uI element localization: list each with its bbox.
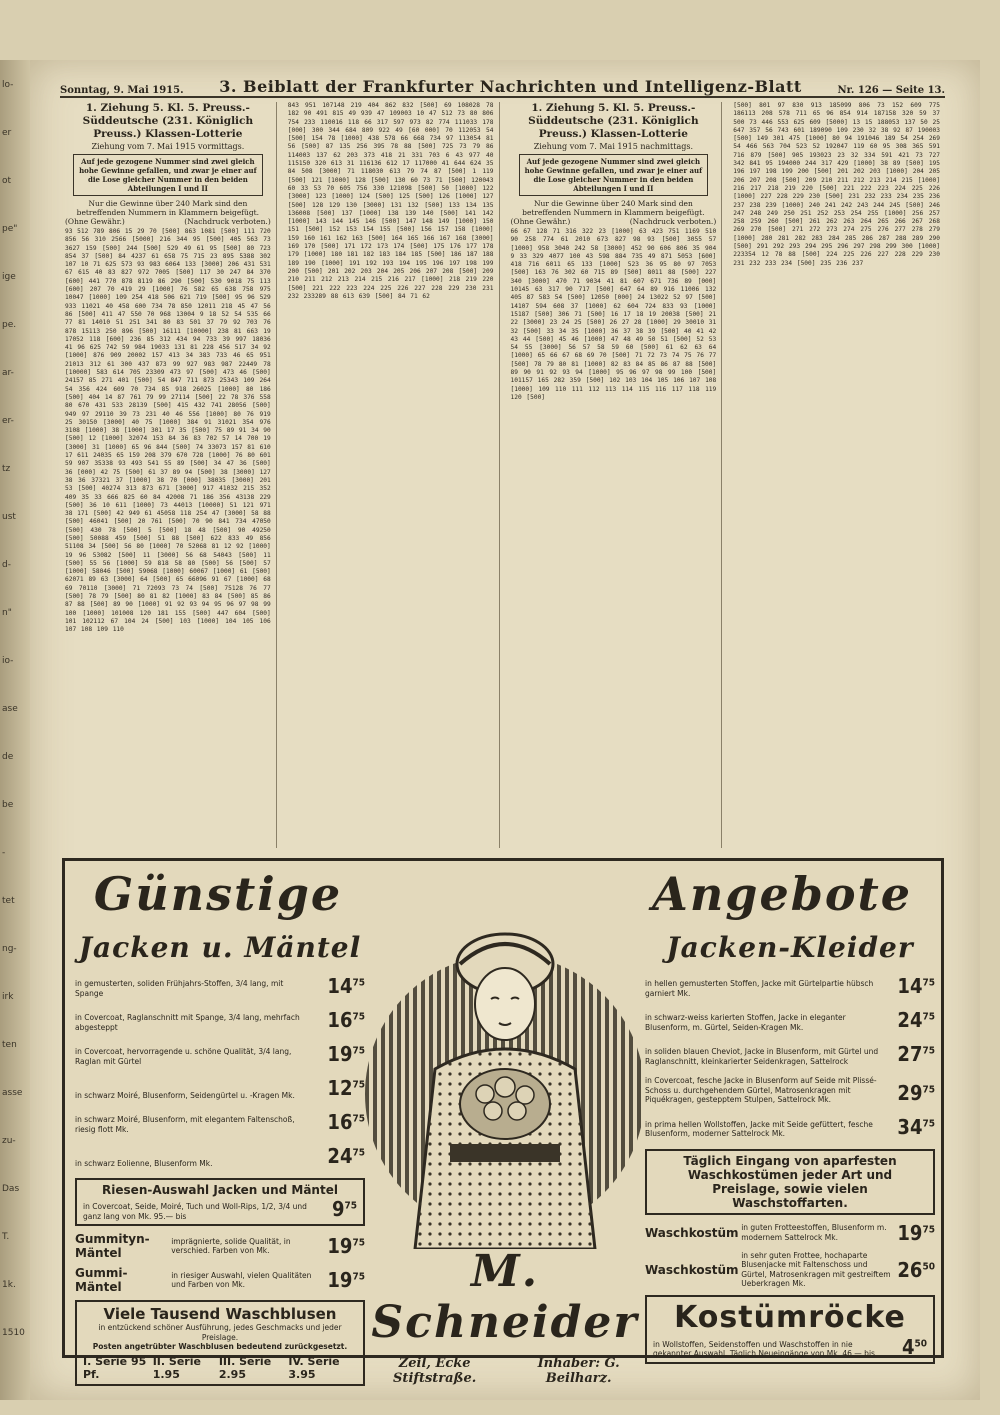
offer-price: $14^{75}$ [327, 974, 365, 998]
offer-text: in prima hellen Wollstoffen, Jacke mit Seide gefüttert, fesche Blusenform, moderner Sattelrock Mk. [645, 1119, 873, 1138]
offer-price: $19^{75}$ [327, 1042, 365, 1066]
waschkostuem-2-text: in sehr guten Frottee, hochaparte Blusenjacke mit Faltenschoss und Gürtel, Matrosenkragen mit gestreiftem Ueberkragen Mk. [741, 1250, 891, 1288]
offer-row [645, 1115, 935, 1139]
waschkostuem-box [645, 1149, 935, 1215]
margin-fragment: ase [2, 704, 18, 714]
margin-fragment: d- [2, 560, 11, 570]
waschblusen-series [83, 1355, 357, 1381]
lottery-meta-right: (Nachdruck verboten.) [629, 217, 717, 226]
offer-price: $24^{75}$ [327, 1144, 365, 1168]
kostuemroecke-heading: Kostümröcke [674, 1299, 906, 1335]
kostuemroecke-text: in Wollstoffen, Seidenstoffen und Waschstoffen in nie gekannter Auswahl. Täglich Neueingänge von Mk. 46.— bis [653, 1339, 875, 1358]
lottery-columns [60, 102, 945, 848]
lottery-column-2 [283, 102, 500, 848]
lottery-heading: 1. Ziehung 5. Kl. 5. Preuss.-Süddeutsche (231. Königlich Preuss.) Klassen-Lotterie [82, 102, 254, 140]
brand-footer [355, 1356, 655, 1386]
offer-text: in Covercoat, hervorragende u. schöne Qualität, 3/4 lang, Raglan mit Gürtel [75, 1047, 292, 1066]
waschkostuem-offer-1 [645, 1221, 935, 1245]
serie-2: II. Serie 1.95 [152, 1354, 201, 1381]
lottery-numbers: [500] 801 97 830 913 185099 806 73 152 609 775 186113 208 578 711 65 96 854 914 187158 320 59 37 500 73 446 553 625 609 [5000] 13 15 188053 137 50 25 647 357 56 743 601 189090 109 230 32 38 92 87 190003 [500] 149 301 475 [1000] 80 94 191046 189 54 254 269 54 466 563 704 523 52 192047 119 60 95 308 365 591 716 879 [500] 905 193023 23 32 334 591 421 73 727 342 841 95 194000 244 317 429 [1000] 38 89 [500] 195 196 197 198 199 200 [500] 201 202 203 [1000] 204 205 206 207 208 [500] 209 210 211 212 213 214 215 [1000] 216 217 218 219 220 [500] 221 222 223 224 225 226 [1000] 227 228 229 230 [500] 231 232 233 234 235 236 237 238 239 [1000] 240 241 242 243 244 245 [500] 246 247 248 249 250 251 252 253 254 255 [1000] 256 257 258 259 260 [500] 261 262 263 264 265 266 267 268 269 270 [500] 271 272 273 274 275 276 277 278 279 [1000] 280 281 282 283 284 285 286 287 288 289 290 [500] 291 292 293 294 295 296 297 298 299 300 [1000] 223354 12 78 88 [500] 224 225 226 227 228 229 230 231 232 233 234 [500] 235 236 237 [733, 102, 940, 267]
margin-fragment: ige [2, 272, 16, 282]
lottery-column-4 [728, 102, 945, 848]
header-page-number: Nr. 126 — Seite 13. [837, 85, 945, 96]
ad-title [65, 867, 941, 921]
lottery-meta [511, 217, 717, 226]
riesen-price: $9^{75}$ [331, 1197, 357, 1221]
offer-text: in hellen gemusterten Stoffen, Jacke mit Gürtelpartie hübsch garniert Mk. [645, 979, 874, 998]
kostuemroecke-box [645, 1295, 935, 1364]
offer-price: $34^{75}$ [897, 1114, 935, 1139]
margin-fragment: irk [2, 992, 14, 1002]
lottery-meta-right: (Nachdruck verboten.) [184, 217, 271, 226]
margin-fragment: ten [2, 1040, 17, 1050]
woman-illustration [365, 919, 645, 1249]
ad-title-right: Angebote [652, 867, 913, 921]
gummi-price: $19^{75}$ [327, 1268, 365, 1292]
lottery-heading: 1. Ziehung 5. Kl. 5. Preuss.-Süddeutsche (231. Königlich Preuss.) Klassen-Lotterie [528, 102, 699, 140]
lottery-meta [65, 217, 271, 226]
waschblusen-box [75, 1300, 365, 1386]
lottery-notice: Auf jede gezogene Nummer sind zwei gleich hohe Gewinne gefallen, und zwar je einer auf die Lose gleicher Nummer in den beiden Abteilungen I und II [73, 154, 263, 196]
margin-fragment: asse [2, 1088, 23, 1098]
offer-price: $29^{75}$ [897, 1080, 935, 1105]
serie-3: III. Serie 2.95 [218, 1354, 272, 1381]
lottery-note: Nur die Gewinne über 240 Mark sind den betreffenden Nummern in Klammern beigefügt. [522, 199, 705, 217]
jacken-maentel-heading: Jacken u. Mäntel [78, 931, 362, 964]
ad-left-column [75, 931, 365, 1392]
offer-price: $14^{75}$ [897, 974, 935, 998]
offer-row [75, 974, 365, 998]
right-offers-list [645, 974, 935, 1139]
offer-row [75, 1008, 365, 1032]
lottery-note: Nur die Gewinne über 240 Mark sind den betreffenden Nummern in Klammern beigefügt. [76, 199, 260, 217]
kostuemroecke-offer [653, 1335, 927, 1359]
offer-price: $24^{75}$ [897, 1008, 935, 1032]
kostuemroecke-price: $4^{50}$ [901, 1334, 927, 1359]
margin-fragment: ng- [2, 944, 17, 954]
offer-text: in schwarz Moiré, Blusenform, mit elegantem Faltenschoß, riesig flott Mk. [75, 1115, 295, 1134]
gummi-heading: Gummi-Mäntel [75, 1266, 128, 1294]
left-offers-list [75, 974, 365, 1168]
brand-name: M. Schneider [371, 1246, 639, 1348]
offer-row [75, 1144, 365, 1168]
margin-fragment: zu- [2, 1136, 16, 1146]
margin-fragment: 1k. [2, 1280, 16, 1290]
margin-fragment: lo- [2, 80, 14, 90]
margin-fragment: T. [2, 1232, 10, 1242]
margin-fragment: pe. [2, 320, 17, 330]
gummi-text: in riesiger Auswahl, vielen Qualitäten und Farben von Mk. [171, 1270, 312, 1289]
waschblusen-text: in entzückend schöner Ausführung, jedes Geschmacks und jeder Preislage. [98, 1323, 342, 1342]
margin-fragment: ust [2, 512, 16, 522]
brand-block [355, 1246, 655, 1386]
ad-title-left: Günstige [93, 867, 343, 921]
offer-text: in schwarz Moiré, Blusenform, Seidengürtel u. -Kragen Mk. [75, 1090, 295, 1100]
riesen-offer [83, 1197, 357, 1221]
header-title: 3. Beiblatt der Frankfurter Nachrichten und Intelligenz-Blatt [219, 77, 802, 96]
offer-price: $16^{75}$ [327, 1008, 365, 1032]
header-date: Sonntag, 9. Mai 1915. [60, 85, 184, 96]
lottery-meta-left: (Ohne Gewähr.) [510, 217, 571, 226]
waschkostuem-1-text: in guten Frotteestoffen, Blusenform m. modernem Sattelrock Mk. [741, 1223, 887, 1242]
lottery-date: Ziehung vom 7. Mai 1915 nachmittags. [533, 142, 693, 151]
margin-fragment: tz [2, 464, 11, 474]
waschblusen-heading: Viele Tausend Waschblusen [103, 1305, 337, 1323]
margin-fragment: 1510 [2, 1328, 25, 1338]
offer-text: in Covercoat, fesche Jacke in Blusenform auf Seide mit Plissé-Schoss u. durchgehendem Gürtel, Matrosenkragen mit Piquékragen, gestepptem Stulpen, Sattelrock Mk. [645, 1076, 877, 1104]
offer-text: in Covercoat, Raglanschnitt mit Spange, 3/4 lang, mehrfach abgesteppt [75, 1013, 300, 1032]
margin-fragment: er [2, 128, 12, 138]
offer-price: $27^{75}$ [897, 1042, 935, 1066]
margin-fragment: ot [2, 176, 12, 186]
brand-owner: Inhaber: G. Beilharz. [537, 1356, 620, 1386]
margin-fragment: - [2, 848, 6, 858]
waschkostuem-2-price: $26^{50}$ [897, 1257, 935, 1282]
waschkostuem-1-price: $19^{75}$ [897, 1220, 935, 1245]
waschkostuem-notice: Täglich Eingang von aparfesten Waschkostümen jeder Art und Preislage, sowie vielen Waschstoffarten. [683, 1153, 897, 1210]
brand-address: Zeil, Ecke Stiftstraße. [393, 1356, 477, 1386]
margin-fragment: ar- [2, 368, 14, 378]
margin-fragment: pe" [2, 224, 18, 234]
gummityn-heading: Gummityn-Mäntel [75, 1232, 150, 1260]
offer-row [645, 1008, 935, 1032]
offer-row [645, 1042, 935, 1066]
lottery-date: Ziehung vom 7. Mai 1915 vormittags. [91, 142, 245, 151]
riesen-heading: Riesen-Auswahl Jacken und Mäntel [102, 1183, 338, 1197]
ad-right-column [645, 931, 935, 1370]
offer-row [75, 1076, 365, 1100]
page-header [60, 78, 945, 98]
offer-price: $16^{75}$ [327, 1110, 365, 1134]
lottery-numbers: 843 951 107148 219 404 862 832 [500] 69 108028 78 182 90 491 815 49 939 47 109003 10 47 512 73 80 806 754 233 110016 118 66 317 597 973 82 774 111033 178 [000] 300 344 684 809 922 49 [60 000] 70 112053 54 [500] 154 78 [1000] 438 578 66 668 734 97 113054 81 56 [500] 87 135 256 395 78 88 [500] 725 73 79 86 114003 137 62 203 373 418 21 331 703 6 43 977 40 115150 320 613 31 116136 612 17 117000 41 644 624 35 84 508 [3000] 71 118030 613 79 74 87 [500] 1 119 [500] 121 [1000] 128 [500] 130 60 73 71 [500] 120043 60 33 53 70 605 756 330 121098 [500] 50 [1000] 122 [3000] 123 [1000] 124 [500] 125 [500] 126 [1000] 127 [500] 128 129 130 [3000] 131 132 [500] 133 134 135 136008 [500] 137 [1000] 138 139 140 [500] 141 142 [1000] 143 144 145 146 [500] 147 148 149 [1000] 150 151 [500] 152 153 154 155 [500] 156 157 158 [1000] 159 160 161 162 163 [500] 164 165 166 167 168 [3000] 169 170 [500] 171 172 173 174 [500] 175 176 177 178 179 [1000] 180 181 182 183 184 185 [500] 186 187 188 189 190 [1000] 191 192 193 194 195 196 197 198 199 200 [500] 201 202 203 204 205 206 207 208 [500] 209 210 211 212 213 214 215 216 217 [1000] 218 219 220 [500] 221 222 223 224 225 226 227 228 229 230 231 232 233289 88 613 639 [500] 84 71 62 [287, 102, 494, 300]
gummi-offer [75, 1266, 365, 1294]
waschkostuem-2-heading: Waschkostüm [645, 1262, 739, 1277]
offer-text: in schwarz Eolienne, Blusenform Mk. [75, 1158, 213, 1168]
lottery-meta-left: (Ohne Gewähr.) [65, 217, 125, 226]
waschkostuem-1-heading: Waschkostüm [645, 1225, 739, 1240]
offer-row [645, 1076, 935, 1105]
schneider-advertisement [62, 858, 944, 1386]
offer-row [75, 1110, 365, 1134]
offer-text: in gemusterten, soliden Frühjahrs-Stoffen, 3/4 lang, mit Spange [75, 979, 284, 998]
riesen-text: in Covercoat, Seide, Moiré, Tuch und Woll-Rips, 1/2, 3/4 und ganz lang von Mk. 95.— bis [83, 1202, 307, 1221]
lottery-numbers: 93 512 789 806 15 29 70 [500] 863 1081 [500] 111 720 856 56 310 2566 [5000] 216 344 95 [500] 405 563 73 3627 159 [500] 244 [500] 529 49 61 95 [500] 80 723 854 37 [500] 84 4237 61 658 75 715 23 895 5388 302 107 10 71 625 573 93 983 6064 133 [3000] 206 431 531 67 615 40 83 827 972 7005 [500] 117 30 247 84 370 [600] 441 770 878 8119 86 290 [500] 530 9018 75 113 [600] 207 70 419 29 [1000] 76 582 65 638 758 975 10047 [1000] 109 254 418 506 621 719 [500] 95 96 529 933 11021 40 458 600 734 78 850 12011 218 45 47 56 86 [500] 411 47 550 70 968 13004 9 18 52 54 535 66 77 81 14010 51 251 341 80 83 501 37 79 92 703 76 878 15113 250 896 [500] 16111 [10000] 238 81 663 19 17052 118 [600] 236 85 312 434 94 733 39 997 18036 41 96 625 742 59 984 19033 131 81 228 456 517 34 92 [1000] 876 909 20002 157 413 34 383 733 46 65 951 21013 312 61 300 437 873 99 927 983 987 22449 78 [10000] 583 614 705 23309 473 97 [500] 473 46 [500] 24157 85 271 401 [500] 54 847 711 873 25343 109 264 54 356 424 609 70 734 85 918 26025 [1000] 80 186 [500] 404 14 87 761 79 99 27114 [500] 22 78 376 558 80 670 431 533 28139 [500] 415 432 741 28056 [500] 949 97 29110 39 73 231 40 46 556 [1000] 80 76 919 25 30150 [3000] 40 75 [1000] 384 91 31021 354 976 3108 [1000] 38 [1000] 301 17 35 [500] 75 89 91 34 90 [500] 12 [1000] 32074 153 84 36 83 702 57 14 700 19 [3000] 31 [1000] 65 96 844 [500] 74 33073 157 81 610 17 611 24035 65 159 208 379 670 728 [1000] 76 80 601 59 907 35338 93 493 541 55 89 [500] 34 47 36 [500] 36 [000] 42 75 [500] 61 37 89 94 [500] 38 [3000] 127 38 36 37321 37 [1000] 38 70 [000] 38035 [3000] 201 53 [500] 40274 313 873 671 [3000] 917 41032 215 352 409 35 33 666 825 60 84 42008 71 186 356 43138 229 [500] 36 10 611 [1000] 73 44013 [10000] 51 121 971 38 171 [500] 42 949 61 45058 118 254 47 [3000] 58 88 [500] 46041 [500] 20 761 [500] 70 90 841 734 47050 [500] 430 78 [500] 5 [500] 18 48 [500] 90 49250 [500] 50088 459 [500] 51 88 [500] 622 833 49 856 51108 34 [500] 56 80 [1000] 70 52068 81 12 92 [1000] 19 96 53082 [500] 11 [3000] 56 68 54043 [500] 11 [500] 55 56 [1000] 59 818 58 80 [500] 56 [500] 57 [1000] 58046 [500] 59068 [1000] 60067 [1000] 61 [500] 62071 89 63 [3000] 64 [500] 65 66096 91 67 [1000] 68 69 70110 [3000] 71 72093 73 74 [500] 75128 76 77 [500] 78 79 [500] 80 81 82 [1000] 83 84 [500] 85 86 87 88 [500] 89 90 [1000] 91 92 93 94 95 96 97 98 99 100 [1000] 101008 120 181 155 [500] 447 604 [500] 101 102112 67 104 24 [500] 103 [1000] 104 105 106 107 108 109 110 [65, 228, 271, 634]
lottery-column-3 [506, 102, 723, 848]
margin-fragment: er- [2, 416, 14, 426]
jacken-kleider-heading: Jacken-Kleider [666, 931, 914, 964]
gummityn-price: $19^{75}$ [327, 1234, 365, 1258]
serie-4: IV. Serie 3.95 [288, 1354, 340, 1381]
gummityn-offer [75, 1232, 365, 1260]
gummityn-text: imprägnierte, solide Qualität, in verschied. Farben von Mk. [171, 1236, 291, 1255]
margin-fragment: io- [2, 656, 14, 666]
offer-row [645, 974, 935, 998]
waschkostuem-offer-2 [645, 1251, 935, 1289]
lottery-notice: Auf jede gezogene Nummer sind zwei gleich hohe Gewinne gefallen, und zwar je einer auf die Lose gleicher Nummer in den beiden Abteilungen I und II [519, 154, 709, 196]
serie-1: I. Serie 95 Pf. [83, 1354, 147, 1381]
offer-text: in soliden blauen Cheviot, Jacke in Blusenform, mit Gürtel und Raglanschnitt, kleinkarierter Seidenkragen, Sattelrock [645, 1047, 879, 1066]
offer-price: $12^{75}$ [327, 1076, 365, 1100]
margin-fragment: be [2, 800, 14, 810]
margin-fragment: n" [2, 608, 12, 618]
lottery-numbers: 66 67 128 71 316 322 23 [1000] 63 423 751 1169 510 90 258 774 61 2010 673 827 98 93 [500] 3055 57 [1000] 958 3040 242 58 [3000] 452 90 606 806 35 904 9 33 329 4077 100 43 598 884 735 49 871 5053 [600] 418 716 6011 65 133 [1000] 523 36 95 80 97 7053 [500] 163 76 302 60 715 89 [500] 8011 88 [500] 227 340 [3000] 470 71 9034 41 81 607 671 736 89 [000] 10145 63 317 90 717 [500] 647 64 89 916 11006 132 405 87 583 54 [500] 12050 [000] 24 13022 52 97 [500] 14107 594 608 37 [1000] 62 604 724 833 93 [1000] 15187 [500] 306 71 [500] 16 17 18 19 20038 [500] 21 22 [3000] 23 24 25 [500] 26 27 28 [1000] 29 30010 31 32 [500] 33 34 35 [1000] 36 37 38 39 [500] 40 41 42 43 44 [500] 45 46 [1000] 47 48 49 50 51 [500] 52 53 54 55 [3000] 56 57 58 59 60 [500] 61 62 63 64 [1000] 65 66 67 68 69 70 [500] 71 72 73 74 75 76 77 [500] 78 79 80 81 [1000] 82 83 84 85 86 87 88 [500] 89 90 91 92 93 94 [1000] 95 96 97 98 99 100 [500] 101157 165 282 359 [500] 102 103 104 105 106 107 108 [1000] 109 110 111 112 113 114 115 116 117 118 119 120 [500] [510, 228, 717, 401]
lottery-column-1 [60, 102, 277, 848]
offer-text: in schwarz-weiss karierten Stoffen, Jacke in eleganter Blusenform, m. Gürtel, Seiden-Kragen Mk. [645, 1013, 846, 1032]
margin-fragment: de [2, 752, 14, 762]
offer-row [75, 1042, 365, 1066]
riesen-auswahl-box [75, 1178, 365, 1226]
margin-fragment: tet [2, 896, 15, 906]
waschblusen-posten: Posten angetrübter Waschblusen bedeutend zurückgesetzt. [92, 1342, 348, 1351]
margin-fragment: Das [2, 1184, 20, 1194]
left-margin-strip [0, 60, 30, 1400]
